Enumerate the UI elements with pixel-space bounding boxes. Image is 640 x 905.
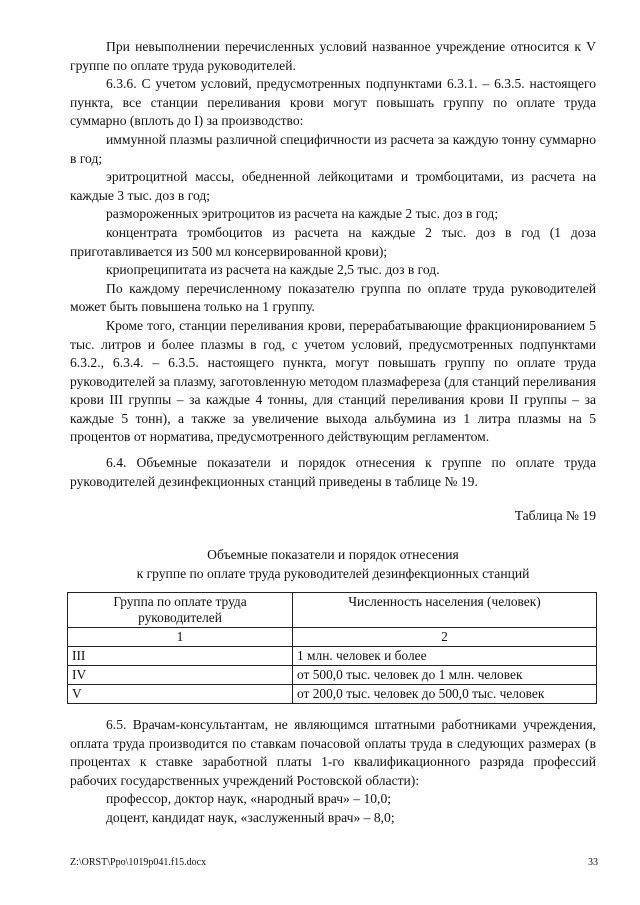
- table-title-line: Объемные показатели и порядок отнесения: [207, 547, 459, 562]
- table-colnum-row: [68, 628, 597, 647]
- paragraph: криопреципитата из расчета на каждые 2,5 тыс. доз в год.: [106, 262, 440, 278]
- table-label: Таблица № 19: [514, 508, 596, 523]
- text-block-top: [70, 38, 596, 447]
- table-cell: III: [68, 647, 293, 666]
- table-cell: IV: [68, 666, 293, 685]
- table-title: [70, 546, 596, 583]
- paragraph: концентрата тромбоцитов из расчета на каждые 2 тыс. доз в год (1 доза приготавливается из 500 мл консервированной крови);: [70, 224, 596, 259]
- text-block-64: [70, 454, 596, 491]
- paragraph: По каждому перечисленному показателю группа по оплате труда руководителей может быть повышена только на 1 группу.: [70, 280, 596, 315]
- table-row: [68, 647, 597, 666]
- table-title-line: к группе по оплате труда руководителей дезинфекционных станций: [136, 565, 530, 581]
- table-cell: V: [68, 685, 293, 704]
- table-row: [68, 685, 597, 704]
- table-cell: от 500,0 тыс. человек до 1 млн. человек: [293, 666, 597, 685]
- paragraph-6-4: 6.4. Объемные показатели и порядок отнесения к группе по оплате труда руководителей дезинфекционных станций приведены в таблице № 19.: [70, 455, 596, 489]
- paragraph-6-5: 6.5. Врачам-консультантам, не являющимся штатными работниками учреждения, оплата труда производится по ставкам почасовой оплаты труда в следующих размерах (в процентах к ставке заработной платы 1-го квалификационного разряда профессий рабочих государственных учреждений Ростовской области):: [70, 717, 596, 788]
- paragraph: размороженных эритроцитов из расчета на каждые 2 тыс. доз в год;: [106, 206, 499, 222]
- table-colnum-cell: 1: [68, 628, 293, 647]
- table-row: [68, 666, 597, 685]
- table-cell: от 200,0 тыс. человек до 500,0 тыс. человек: [293, 685, 597, 704]
- paragraph: Кроме того, станции переливания крови, перерабатывающие фракционированием 5 тыс. литров и более плазмы в год, с учетом условий, предусмотренных подпунктами 6.3.2., 6.3.4. – 6.3.5. настоящего пункта, могут повышать группу по оплате труда руководителей за плазму, заготовленную методом плазмафереза (для станций переливания крови III группы – за каждые 4 тонны, для станций переливания крови II группы – за каждые 5 тонн), а также за увеличение выхода альбумина из 1 литра плазмы на 5 процентов от норматива, предусмотренного действующим регламентом.: [70, 317, 596, 445]
- table-colnum-cell: 2: [293, 628, 597, 647]
- table-header-cell: Группа по оплате труда руководителей: [68, 593, 293, 628]
- table-header-row: [68, 593, 597, 628]
- table-19: [67, 592, 597, 704]
- text-block-65: [70, 716, 596, 828]
- paragraph: 6.3.6. С учетом условий, предусмотренных подпунктами 6.3.1. – 6.3.5. настоящего пункта, все станции переливания крови могут повышать группу по оплате труда суммарно (вплоть до I) за производство:: [70, 76, 596, 129]
- table-header-cell: Численность населения (человек): [293, 593, 597, 628]
- list-item: профессор, доктор наук, «народный врач» – 10,0;: [106, 791, 392, 807]
- paragraph: иммунной плазмы различной специфичности из расчета за каждую тонну суммарно в год;: [70, 131, 596, 166]
- footer-file-path: Z:\ORST\Ppo\1019p041.f15.docx: [70, 857, 207, 868]
- table-cell: 1 млн. человек и более: [293, 647, 597, 666]
- list-item: доцент, кандидат наук, «заслуженный врач» – 8,0;: [106, 809, 395, 825]
- paragraph: При невыполнении перечисленных условий названное учреждение относится к V группе по оплате труда руководителей.: [70, 39, 596, 73]
- paragraph: эритроцитной массы, обедненной лейкоцитами и тромбоцитами, из расчета на каждые 3 тыс. доз в год;: [70, 169, 596, 203]
- footer-page-number: 33: [588, 857, 598, 868]
